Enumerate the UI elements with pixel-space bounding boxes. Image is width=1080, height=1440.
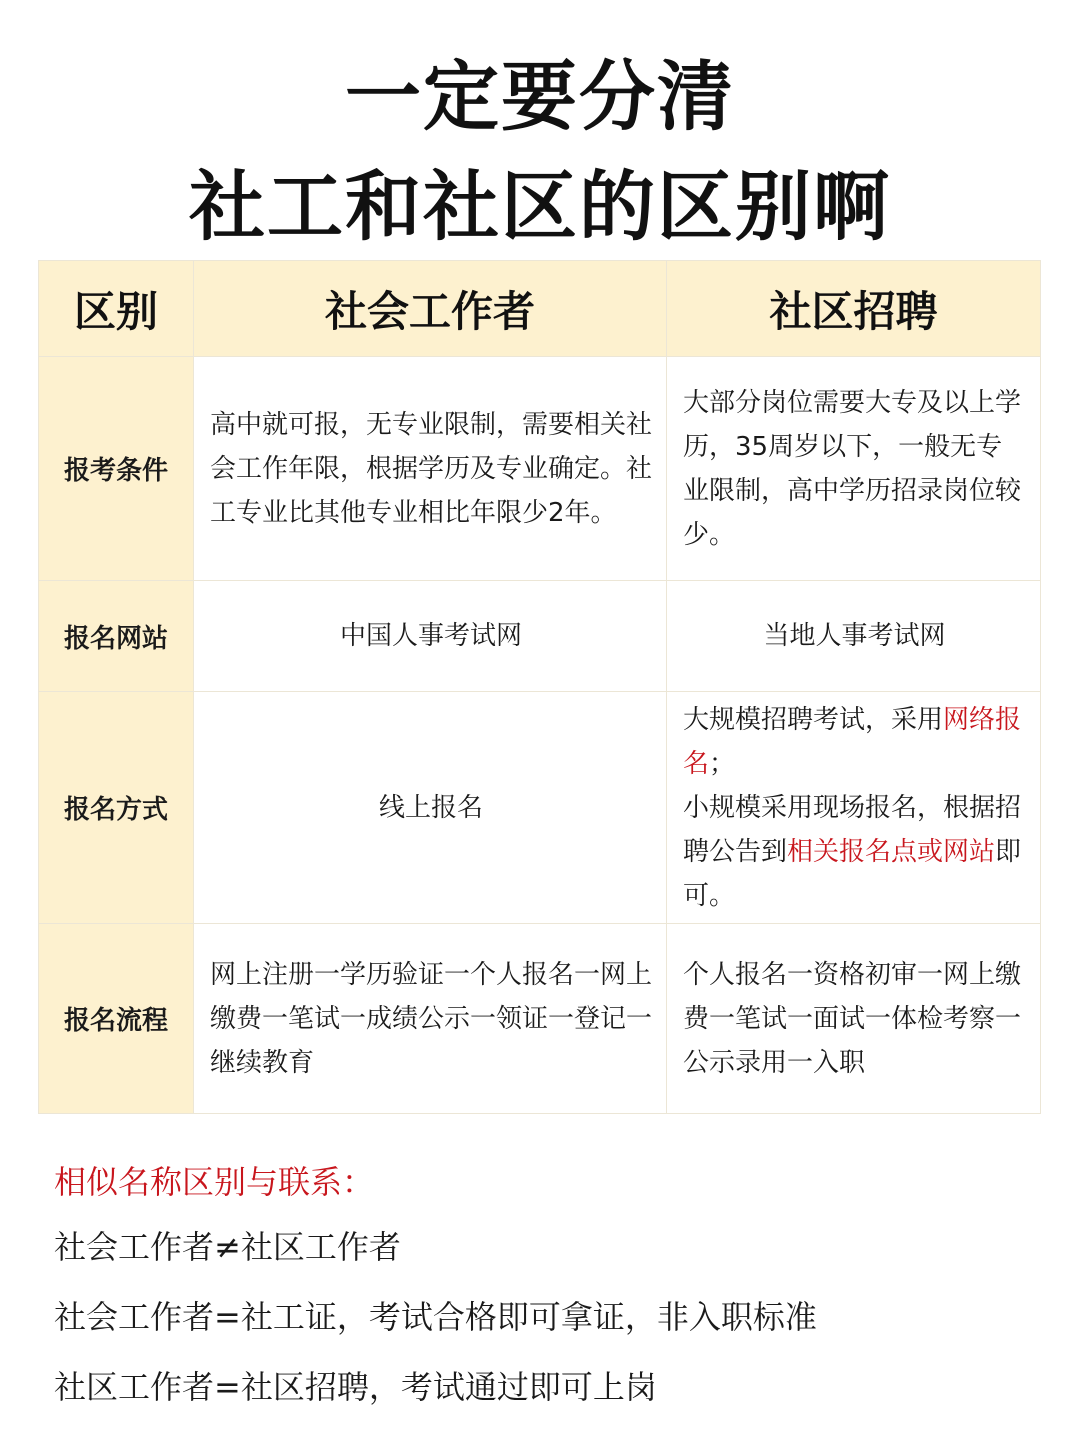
table-row — [39, 357, 1041, 581]
table-row — [39, 692, 1041, 924]
comparison-table — [38, 260, 1041, 1114]
table-row — [39, 924, 1041, 1114]
cell-social-worker-website: 中国人事考试网 — [194, 581, 667, 692]
notes-section — [54, 1152, 1054, 1422]
cell-social-worker-requirements: 高中就可报，无专业限制，需要相关社会工作年限，根据学历及专业确定。社工专业比其他专业相比年限少2年。 — [194, 357, 667, 581]
cell-social-worker-method: 线上报名 — [194, 692, 667, 924]
method-text-2: 小规模采用现场报名，根据招聘公告到 — [683, 792, 1022, 867]
cell-social-worker-process: 网上注册一学历验证一个人报名一网上缴费一笔试一成绩公示一领证一登记一继续教育 — [194, 924, 667, 1114]
header-community: 社区招聘 — [667, 261, 1041, 357]
method-text-1-end: ； — [709, 748, 736, 779]
page-title-line-2: 社工和社区的区别啊 — [189, 162, 891, 251]
row-label-method: 报名方式 — [39, 692, 194, 924]
table-row — [39, 581, 1041, 692]
method-highlight-online: 网络报名 — [683, 704, 1022, 779]
row-label-process: 报名流程 — [39, 924, 194, 1114]
header-social-worker: 社会工作者 — [194, 261, 667, 357]
cell-community-website: 当地人事考试网 — [667, 581, 1041, 692]
method-highlight-site: 相关报名点或网站 — [787, 836, 996, 867]
row-label-requirements: 报考条件 — [39, 357, 194, 581]
row-label-website: 报名网站 — [39, 581, 194, 692]
page-title-line-1: 一定要分清 — [345, 52, 735, 141]
method-text-1: 大规模招聘考试，采用 — [683, 704, 944, 735]
cell-community-process: 个人报名一资格初审一网上缴费一笔试一面试一体检考察一公示录用一入职 — [667, 924, 1041, 1114]
notes-line-2: 社会工作者=社工证，考试合格即可拿证，非入职标准 — [54, 1298, 817, 1336]
method-text-2-end: 即可。 — [683, 836, 1022, 911]
table-header-row — [39, 261, 1041, 357]
cell-community-requirements: 大部分岗位需要大专及以上学历，35周岁以下，一般无专业限制，高中学历招录岗位较少。 — [667, 357, 1041, 581]
header-diff: 区别 — [39, 261, 194, 357]
notes-line-3: 社区工作者=社区招聘，考试通过即可上岗 — [54, 1368, 657, 1406]
notes-line-1: 社会工作者≠社区工作者 — [54, 1228, 401, 1266]
notes-heading: 相似名称区别与联系： — [54, 1163, 375, 1201]
cell-community-method — [667, 692, 1041, 924]
